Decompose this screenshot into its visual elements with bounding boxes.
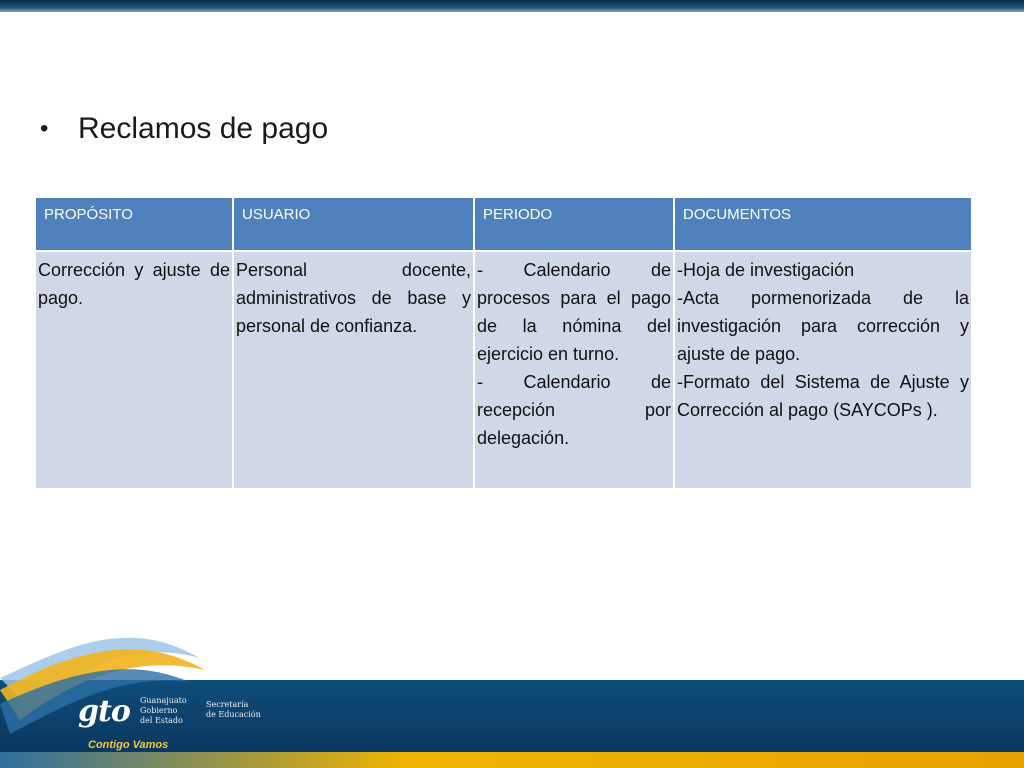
info-table <box>36 198 973 488</box>
periodo-line: - Calendario de procesos para el pago de la nómina del ejercicio en turno. <box>477 260 671 364</box>
header-usuario: USUARIO <box>233 198 474 251</box>
org-line: del Estado <box>140 716 183 725</box>
org-line: Guanajuato <box>140 696 187 705</box>
periodo-line: - Calendario de recepción por delegación. <box>477 372 671 448</box>
bullet-text: Reclamos de pago <box>78 112 329 145</box>
table-row <box>36 251 972 488</box>
motto-text: Contigo Vamos <box>88 739 169 751</box>
bullet-item <box>40 112 328 146</box>
documentos-line: -Acta pormenorizada de la investigación para corrección y ajuste de pago. <box>677 288 969 364</box>
org-line: de Educación <box>206 710 261 719</box>
table-header-row <box>36 198 972 251</box>
swoosh-decoration-icon <box>0 630 300 750</box>
header-documentos: DOCUMENTOS <box>674 198 972 251</box>
header-periodo: PERIODO <box>474 198 674 251</box>
org-secretaria <box>206 700 261 720</box>
documentos-line: -Hoja de investigación <box>677 260 855 280</box>
cell-periodo <box>474 251 674 488</box>
documentos-line: -Formato del Sistema de Ajuste y Corrección al pago (SAYCOPs ). <box>677 372 969 420</box>
gto-logo: gto <box>78 694 130 729</box>
org-line: Gobierno <box>140 706 178 715</box>
header-proposito: PROPÓSITO <box>36 198 233 251</box>
cell-usuario: Personal docente, administrativos de base y personal de confianza. <box>233 251 474 488</box>
top-border-bar <box>0 0 1024 12</box>
org-gobierno <box>140 696 187 726</box>
footer-stripe <box>0 752 1024 768</box>
org-line: Secretaría <box>206 700 249 709</box>
cell-proposito: Corrección y ajuste de pago. <box>36 251 233 488</box>
bullet-icon: • <box>40 115 49 142</box>
cell-documentos <box>674 251 972 488</box>
